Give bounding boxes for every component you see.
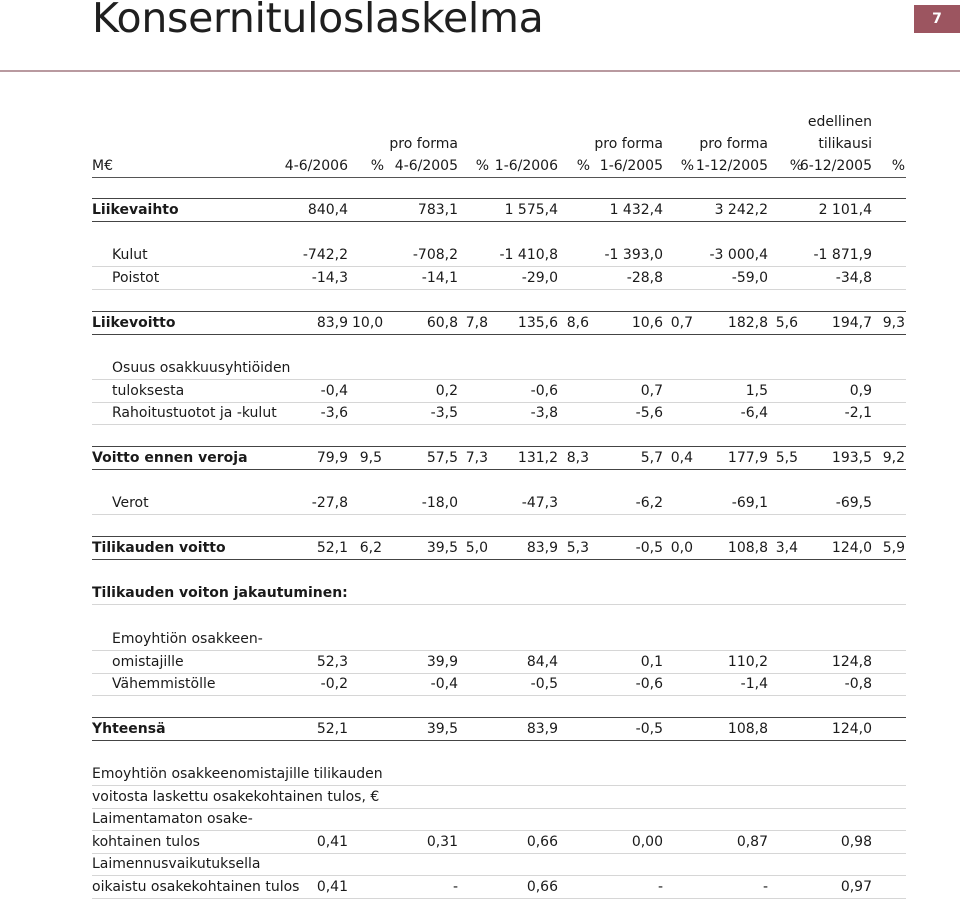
- row-label: Tilikauden voiton jakautuminen:: [92, 585, 348, 601]
- row-label: Liikevaihto: [92, 202, 179, 218]
- row-label: Kulut: [112, 247, 148, 263]
- percent-cell: 0,7: [670, 315, 693, 331]
- row-label: omistajille: [112, 654, 184, 670]
- value-cell: -6,2: [635, 495, 663, 511]
- percent-cell: 5,6: [775, 315, 798, 331]
- row-label: Rahoitustuotot ja -kulut: [112, 405, 277, 421]
- value-cell: 0,98: [840, 834, 872, 850]
- value-cell: 1,5: [745, 383, 768, 399]
- table-row: [92, 267, 906, 290]
- value-cell: 108,8: [727, 540, 768, 556]
- value-cell: 0,31: [426, 834, 458, 850]
- value-cell: 52,1: [316, 721, 348, 737]
- value-cell: -0,8: [844, 676, 872, 692]
- value-cell: -: [762, 879, 768, 895]
- value-cell: -: [657, 879, 663, 895]
- value-cell: 131,2: [517, 450, 558, 466]
- value-cell: -14,1: [421, 270, 458, 286]
- value-cell: -: [452, 879, 458, 895]
- header-pct-6: %: [891, 158, 905, 174]
- table-row: [92, 831, 906, 854]
- percent-cell: 5,5: [775, 450, 798, 466]
- header-col-1-6-2005: 1-6/2005: [599, 158, 663, 174]
- percent-cell: 7,3: [465, 450, 488, 466]
- value-cell: 5,7: [640, 450, 663, 466]
- value-cell: -0,4: [430, 676, 458, 692]
- value-cell: 0,41: [316, 834, 348, 850]
- value-cell: -59,0: [731, 270, 768, 286]
- value-cell: -0,5: [530, 676, 558, 692]
- row-label: oikaistu osakekohtainen tulos: [92, 879, 300, 895]
- value-cell: -3,8: [530, 405, 558, 421]
- page-number: 7: [914, 5, 960, 33]
- value-cell: 840,4: [307, 202, 348, 218]
- value-cell: -69,1: [731, 495, 768, 511]
- header-pct-1: %: [370, 158, 384, 174]
- header-col-1-6-2006: 1-6/2006: [494, 158, 558, 174]
- value-cell: -742,2: [302, 247, 348, 263]
- value-cell: 0,66: [526, 879, 558, 895]
- percent-cell: 9,3: [882, 315, 905, 331]
- value-cell: 1 432,4: [609, 202, 663, 218]
- header-pct-4: %: [680, 158, 694, 174]
- value-cell: -14,3: [311, 270, 348, 286]
- value-cell: -3,5: [430, 405, 458, 421]
- row-label: Emoyhtiön osakkeen-: [112, 631, 263, 647]
- value-cell: -27,8: [311, 495, 348, 511]
- header-pct-3: %: [576, 158, 590, 174]
- percent-cell: 9,2: [882, 450, 905, 466]
- header-pct-5: %: [789, 158, 803, 174]
- percent-cell: 5,0: [465, 540, 488, 556]
- table-row: [92, 763, 906, 786]
- row-label: tuloksesta: [112, 383, 185, 399]
- value-cell: -3 000,4: [709, 247, 768, 263]
- table-row: [92, 786, 906, 809]
- value-cell: -34,8: [835, 270, 872, 286]
- value-cell: 2 101,4: [818, 202, 872, 218]
- row-label: kohtainen tulos: [92, 834, 200, 850]
- percent-cell: 3,4: [775, 540, 798, 556]
- percent-cell: 5,3: [566, 540, 589, 556]
- header-col-4-6-2006: 4-6/2006: [284, 158, 348, 174]
- table-row: [92, 628, 906, 651]
- header-proforma-1: pro forma: [389, 136, 458, 152]
- value-cell: -5,6: [635, 405, 663, 421]
- value-cell: -0,2: [320, 676, 348, 692]
- value-cell: 52,3: [316, 654, 348, 670]
- value-cell: 39,9: [426, 654, 458, 670]
- header-unit: M€: [92, 158, 113, 174]
- row-label: Vähemmistölle: [112, 676, 216, 692]
- header-col-1-12-2005: 1-12/2005: [695, 158, 768, 174]
- percent-cell: 0,0: [670, 540, 693, 556]
- value-cell: 83,9: [526, 721, 558, 737]
- row-label: Osuus osakkuusyhtiöiden: [112, 360, 291, 376]
- value-cell: -69,5: [835, 495, 872, 511]
- table-row: [92, 718, 906, 741]
- percent-cell: 9,5: [359, 450, 382, 466]
- value-cell: 60,8: [426, 315, 458, 331]
- value-cell: 0,7: [640, 383, 663, 399]
- row-label: Tilikauden voitto: [92, 540, 226, 556]
- value-cell: 177,9: [727, 450, 768, 466]
- header-proforma-3: pro forma: [699, 136, 768, 152]
- value-cell: 0,97: [840, 879, 872, 895]
- header-divider: [92, 177, 906, 178]
- percent-cell: 6,2: [359, 540, 382, 556]
- value-cell: -18,0: [421, 495, 458, 511]
- value-cell: -1 871,9: [813, 247, 872, 263]
- value-cell: 783,1: [417, 202, 458, 218]
- row-label: Emoyhtiön osakkeenomistajille tilikauden: [92, 766, 383, 782]
- value-cell: 124,0: [831, 540, 872, 556]
- table-row: [92, 492, 906, 515]
- value-cell: 182,8: [727, 315, 768, 331]
- table-row: [92, 853, 906, 876]
- value-cell: -0,5: [635, 721, 663, 737]
- table-row: [92, 199, 906, 222]
- header-col-6-12-2005: 6-12/2005: [799, 158, 872, 174]
- value-cell: 0,2: [435, 383, 458, 399]
- percent-cell: 7,8: [465, 315, 488, 331]
- value-cell: 83,9: [316, 315, 348, 331]
- value-cell: -0,6: [635, 676, 663, 692]
- row-label: Yhteensä: [92, 721, 166, 737]
- value-cell: -1,4: [740, 676, 768, 692]
- table-row: [92, 447, 906, 470]
- row-label: voitosta laskettu osakekohtainen tulos, €: [92, 789, 380, 805]
- value-cell: -1 393,0: [604, 247, 663, 263]
- value-cell: -2,1: [844, 405, 872, 421]
- header-prev-line1: edellinen: [807, 114, 872, 130]
- percent-cell: 0,4: [670, 450, 693, 466]
- table-row: [92, 312, 906, 335]
- value-cell: 193,5: [831, 450, 872, 466]
- value-cell: -29,0: [521, 270, 558, 286]
- table-row: [92, 244, 906, 267]
- row-label: Verot: [112, 495, 149, 511]
- value-cell: 0,87: [736, 834, 768, 850]
- value-cell: 1 575,4: [504, 202, 558, 218]
- value-cell: -0,4: [320, 383, 348, 399]
- value-cell: -6,4: [740, 405, 768, 421]
- value-cell: -3,6: [320, 405, 348, 421]
- row-label: Laimentamaton osake-: [92, 811, 253, 827]
- table-row: [92, 402, 906, 425]
- header-col-4-6-2005: 4-6/2005: [394, 158, 458, 174]
- row-label: Poistot: [112, 270, 160, 286]
- value-cell: 57,5: [426, 450, 458, 466]
- value-cell: 0,66: [526, 834, 558, 850]
- table-row: [92, 537, 906, 560]
- row-label: Voitto ennen veroja: [92, 450, 248, 466]
- table-row: [92, 380, 906, 403]
- row-label: Laimennusvaikutuksella: [92, 856, 261, 872]
- value-cell: 110,2: [727, 654, 768, 670]
- percent-cell: 8,3: [566, 450, 589, 466]
- percent-cell: 10,0: [352, 315, 384, 331]
- value-cell: 52,1: [316, 540, 348, 556]
- table-row: [92, 673, 906, 696]
- table-row: [92, 651, 906, 674]
- table-row: [92, 582, 906, 605]
- value-cell: 79,9: [316, 450, 348, 466]
- value-cell: 135,6: [517, 315, 558, 331]
- value-cell: 124,8: [831, 654, 872, 670]
- value-cell: 3 242,2: [714, 202, 768, 218]
- value-cell: -708,2: [412, 247, 458, 263]
- header-prev-line2: tilikausi: [818, 136, 872, 152]
- value-cell: 0,1: [640, 654, 663, 670]
- value-cell: 124,0: [831, 721, 872, 737]
- percent-cell: 8,6: [566, 315, 589, 331]
- value-cell: 84,4: [526, 654, 558, 670]
- value-cell: 39,5: [426, 540, 458, 556]
- value-cell: 39,5: [426, 721, 458, 737]
- value-cell: 0,9: [849, 383, 872, 399]
- value-cell: -0,5: [635, 540, 663, 556]
- header-pct-2: %: [475, 158, 489, 174]
- table-row: [92, 357, 906, 380]
- page-title: Konsernituloslaskelma: [92, 0, 544, 42]
- value-cell: 83,9: [526, 540, 558, 556]
- value-cell: -28,8: [626, 270, 663, 286]
- header-proforma-2: pro forma: [594, 136, 663, 152]
- value-cell: 0,41: [316, 879, 348, 895]
- percent-cell: 5,9: [882, 540, 905, 556]
- table-row: [92, 876, 906, 899]
- value-cell: -47,3: [521, 495, 558, 511]
- value-cell: -1 410,8: [499, 247, 558, 263]
- row-label: Liikevoitto: [92, 315, 176, 331]
- value-cell: 0,00: [631, 834, 663, 850]
- value-cell: -0,6: [530, 383, 558, 399]
- table-row: [92, 808, 906, 831]
- value-cell: 108,8: [727, 721, 768, 737]
- value-cell: 194,7: [831, 315, 872, 331]
- value-cell: 10,6: [631, 315, 663, 331]
- title-divider: [0, 70, 960, 72]
